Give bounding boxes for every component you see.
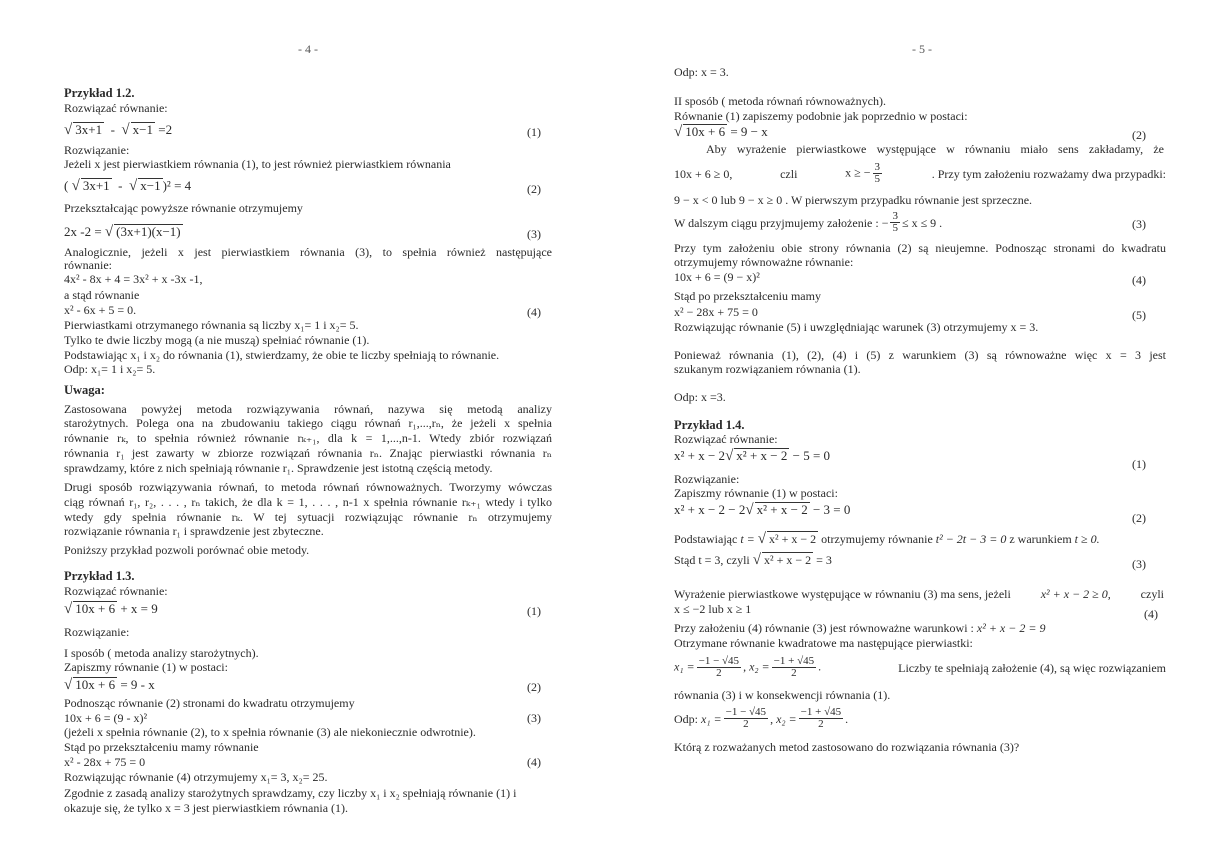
- text-line: Przy tym założeniu obie strony równania (2) są nieujemne. Podnosząc stronami do kwadratu: [674, 241, 1166, 255]
- text-line: Podstawiając t = √ x² + x − 2 otrzymujemy równanie t² − 2t − 3 = 0 z warunkiem t ≥ 0.: [674, 531, 1100, 547]
- text-line: 9 − x < 0 lub 9 − x ≥ 0 . W pierwszym przypadku równanie jest sprzeczne.: [674, 193, 1033, 207]
- note-line: Poniższy przykład pozwoli porównać obie metody.: [64, 543, 310, 557]
- page-number: - 4 -: [298, 42, 318, 56]
- text-line: 10x + 6 ≥ 0, czli x ≥ − $\frac{3}{5}$ . Przy tym założeniu rozważamy dwa przypadki:: [674, 161, 1166, 185]
- text-line: x² - 28x + 75 = 0: [64, 755, 146, 769]
- roots-line: x₁ = $\frac{-1 - √45}{2}$ , x₂ = $\frac{-1 + √45}{2}$ . Liczby te spełniają założenie (4), są więc rozwiązaniem: [674, 655, 1166, 679]
- equation-2: x² + x − 2 − 2√ x² + x − 2 − 3 = 0: [674, 502, 851, 518]
- task-label: Rozwiązać równanie:: [64, 101, 168, 115]
- text-line: Podstawiając x₁ i x₂ do równania (1), stwierdzamy, że obie te liczby spełniają to równanie.: [64, 348, 500, 362]
- text-line: Rozwiązując równanie (4) otrzymujemy x₁= 3, x₂= 25.: [64, 770, 328, 784]
- text-line: I sposób ( metoda analizy starożytnych).: [64, 646, 259, 660]
- text-line: Wyrażenie pierwiastkowe występujące w równaniu (3) ma sens, jeżeli x² + x − 2 ≥ 0, czyli: [674, 587, 1164, 601]
- text-line: a stąd równanie: [64, 288, 140, 302]
- example-title: Przykład 1.2.: [64, 86, 135, 100]
- task-label: Rozwiązać równanie:: [64, 584, 168, 598]
- equation-number: (2): [1132, 511, 1146, 525]
- text-line: x ≤ −2 lub x ≥ 1: [674, 602, 752, 616]
- equation-number: (2): [1132, 128, 1146, 142]
- right-page: [608, 0, 1217, 858]
- text-line: 4x² - 8x + 4 = 3x² + x -3x -1,: [64, 272, 203, 286]
- text-line: Przy założeniu (4) równanie (3) jest równoważne warunkowi : x² + x − 2 = 9: [674, 621, 1046, 635]
- text-line: x² - 6x + 5 = 0.: [64, 303, 137, 317]
- left-page: [0, 0, 608, 858]
- text-line: W dalszym ciągu przyjmujemy założenie : − $\frac{3}{5}$ ≤ x ≤ 9 .: [674, 210, 943, 234]
- text-line: x² − 28x + 75 = 0: [674, 305, 758, 319]
- text-line: 10x + 6 = (9 − x)²: [674, 270, 760, 284]
- equation-1: x² + x − 2√ x² + x − 2 − 5 = 0: [674, 448, 831, 464]
- text-line: Tylko te dwie liczby mogą (a nie muszą) spełniać równanie (1).: [64, 333, 370, 347]
- text-line: (jeżeli x spełnia równanie (2), to x spełnia równanie (3) ale niekoniecznie odwrotnie).: [64, 725, 476, 739]
- solution-label: Rozwiązanie:: [64, 143, 130, 157]
- question-line: Którą z rozważanych metod zastosowano do rozwiązania równania (3)?: [674, 740, 1020, 754]
- equation-number: (5): [1132, 308, 1146, 322]
- text-line: szukanym rozwiązaniem równania (1).: [674, 362, 861, 376]
- equation-number: (3): [1132, 217, 1146, 231]
- equation-number: (1): [1132, 457, 1146, 471]
- text-line: II sposób ( metoda równań równoważnych).: [674, 94, 886, 108]
- text-line: Pierwiastkami otrzymanego równania są liczby x₁= 1 i x₂= 5.: [64, 318, 359, 332]
- note-line: Zastosowana powyżej metoda rozwiązywania równań, nazywa się metodą analizy: [64, 402, 552, 416]
- note-title: Uwaga:: [64, 383, 105, 397]
- equation-number: (3): [1132, 557, 1146, 571]
- text-line: okazuje się, że tylko x = 3 jest pierwiastkiem równania (1).: [64, 801, 349, 815]
- text-line: Podnosząc równanie (2) stronami do kwadratu otrzymujemy: [64, 696, 355, 710]
- text-line: równanie:: [64, 258, 112, 272]
- equation-1: √ 3x+1 - √ x−1 =2: [64, 122, 173, 138]
- equation-1: √ 10x + 6 + x = 9: [64, 601, 158, 617]
- equation-2: √ 10x + 6 = 9 - x: [64, 677, 155, 693]
- answer-line: Odp: x = 3.: [674, 65, 729, 79]
- text-line: otrzymujemy równoważne równanie:: [674, 255, 854, 269]
- text-line: Zgodnie z zasadą analizy starożytnych sprawdzamy, czy liczby x₁ i x₂ spełniają równanie (1) i: [64, 786, 517, 800]
- note-line: starożytnych. Polega ona na zbudowaniu takiego ciągu równań r₁,...,rₙ, że jeżeli x spełnia: [64, 416, 552, 430]
- equation-number: (4): [527, 755, 541, 769]
- example-title: Przykład 1.4.: [674, 418, 745, 432]
- equation-number: (2): [527, 182, 541, 196]
- answer-line: Odp: x =3.: [674, 390, 726, 404]
- text-line: Rozwiązując równanie (5) i uwzględniając warunek (3) otrzymujemy x = 3.: [674, 320, 1039, 334]
- example-title: Przykład 1.3.: [64, 569, 135, 583]
- equation-number: (1): [527, 604, 541, 618]
- text-line: Odp: x₁= 1 i x₂= 5.: [64, 362, 156, 376]
- text-line: Przekształcając powyższe równanie otrzymujemy: [64, 201, 303, 215]
- note-line: rozwiązanie równania r₁ i sprawdzenie jest zbyteczne.: [64, 524, 324, 538]
- equation-2: √ 10x + 6 = 9 − x: [674, 124, 768, 140]
- text-line: Równanie (1) zapiszemy podobnie jak poprzednio w postaci:: [674, 109, 968, 123]
- text-line: Stąd po przekształceniu mamy równanie: [64, 740, 259, 754]
- equation-2: ( √ 3x+1 - √ x−1 )² = 4: [64, 178, 192, 194]
- text-line: równania (3) i w konsekwencji równania (1).: [674, 688, 891, 702]
- equation-number: (4): [1132, 273, 1146, 287]
- equation-3: 2x -2 = √ (3x+1)(x−1): [64, 224, 181, 240]
- text-line: Zapiszmy równanie (1) w postaci:: [674, 486, 838, 500]
- text-line: Analogicznie, jeżeli x jest pierwiastkiem równania (3), to spełnia również następujące: [64, 245, 552, 259]
- text-line: 10x + 6 = (9 - x)²: [64, 711, 148, 725]
- task-label: Rozwiązać równanie:: [674, 432, 778, 446]
- note-line: ciąg równań r₁, r₂, . . . , rₙ takich, że dla k = 1, . . . , n-1 x spełnia równanie rₖ₊₁ wtedy i tylko: [64, 495, 552, 509]
- equation-number: (4): [1144, 607, 1158, 621]
- text-line: Aby wyrażenie pierwiastkowe występujące w równaniu miało sens zakładamy, że: [706, 142, 1164, 156]
- text-line: Otrzymane równanie kwadratowe ma następujące pierwiastki:: [674, 636, 973, 650]
- note-line: równania r₁ jest zawarty w zbiorze rozwiązań równania rₙ. Znając pierwiastki równania rₙ: [64, 446, 552, 460]
- equation-number: (1): [527, 125, 541, 139]
- text-line: Zapiszmy równanie (1) w postaci:: [64, 660, 228, 674]
- note-line: wtedy gdy spełnia równanie rₖ. W tej sytuacji rozwiązując równanie rₙ otrzymujemy: [64, 510, 552, 524]
- note-line: Drugi sposób rozwiązywania równań, to metoda równań równoważnych. Tworzymy wówczas: [64, 480, 552, 494]
- note-line: równanie rₖ, to spełnia również równanie rₖ₊₁, dla k = 1,...,n-1. Wtedy zbiór rozwiązań: [64, 431, 552, 445]
- text-line: Stąd po przekształceniu mamy: [674, 289, 821, 303]
- solution-label: Rozwiązanie:: [64, 625, 130, 639]
- note-line: sprawdzamy, które z nich spełniają równanie r₁. Sprawdzenie jest istotną częścią metody.: [64, 461, 493, 475]
- equation-number: (4): [527, 305, 541, 319]
- answer-line: Odp: x₁ = $\frac{-1 - √45}{2}$ , x₂ = $\frac{-1 + √45}{2}$ .: [674, 706, 849, 730]
- equation-number: (2): [527, 680, 541, 694]
- solution-label: Rozwiązanie:: [674, 472, 740, 486]
- text-line: Jeżeli x jest pierwiastkiem równania (1), to jest również pierwiastkiem równania: [64, 157, 451, 171]
- equation-number: (3): [527, 711, 541, 725]
- text-line: Ponieważ równania (1), (2), (4) i (5) z warunkiem (3) są równoważne więc x = 3 jest: [674, 348, 1166, 362]
- page-number: - 5 -: [912, 42, 932, 56]
- text-line: Stąd t = 3, czyli √ x² + x − 2 = 3: [674, 552, 832, 568]
- equation-number: (3): [527, 227, 541, 241]
